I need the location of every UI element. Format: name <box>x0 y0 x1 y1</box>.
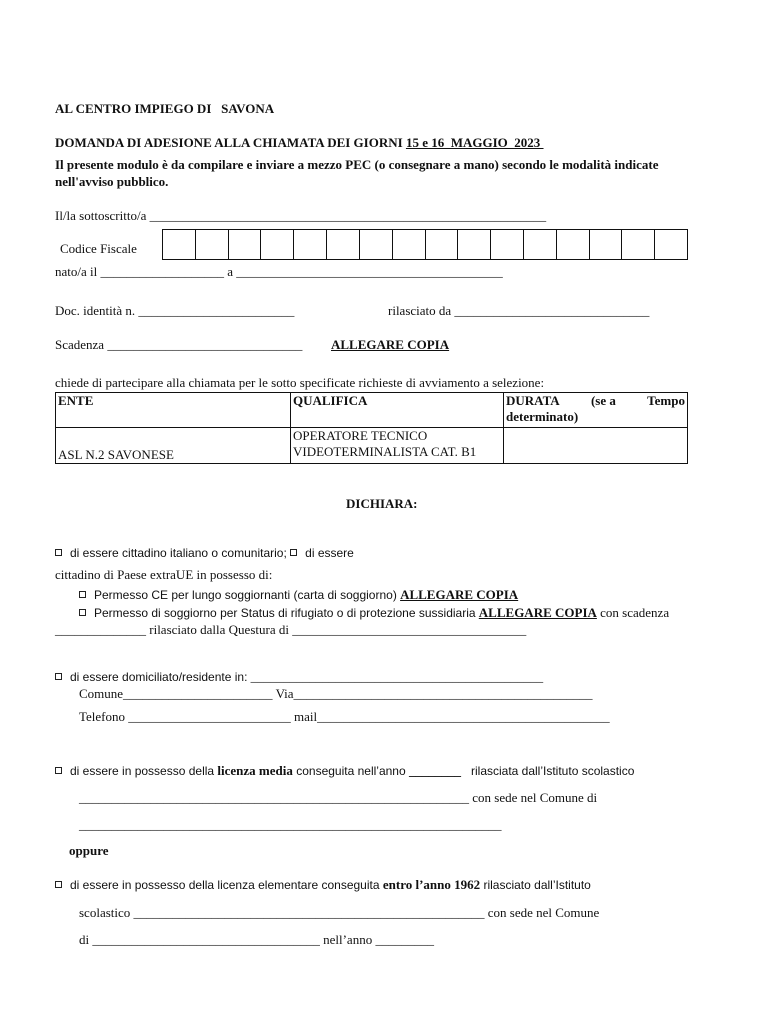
codice-fiscale-label: Codice Fiscale <box>60 241 137 256</box>
permesso-ce-text: Permesso CE per lungo soggiornanti (carta di soggiorno) <box>94 588 397 602</box>
cell-durata[interactable] <box>504 428 688 464</box>
permesso-ce-line <box>79 587 518 603</box>
checkbox-licenza-media[interactable] <box>55 767 62 774</box>
checkbox-cittadino-italiano[interactable] <box>55 549 62 556</box>
di-anno-field[interactable]: di ___________________________________ nell’anno _________ <box>79 932 434 947</box>
comune-via-field[interactable]: Comune_______________________ Via______________________________________________ <box>79 686 593 701</box>
codice-fiscale-cell[interactable] <box>327 230 360 259</box>
domicilio-line <box>55 669 543 685</box>
doc-identita-field[interactable]: Doc. identità n. ________________________ <box>55 303 295 318</box>
codice-fiscale-cell[interactable] <box>360 230 393 259</box>
cittadino-italiano-text: di essere cittadino italiano o comunitario; <box>70 546 287 560</box>
cittadino-line <box>55 545 354 561</box>
recipient-heading: AL CENTRO IMPIEGO DI SAVONA <box>55 101 275 116</box>
media-comune-field[interactable]: _________________________________________________________________ <box>79 817 502 832</box>
licenza-media-text-c: conseguita nell’anno <box>292 764 409 778</box>
licenza-media-line <box>55 763 634 779</box>
checkbox-cittadino-extraue[interactable] <box>290 549 297 556</box>
table-row <box>56 428 688 464</box>
licenza-media-text-b: licenza media <box>217 763 293 778</box>
licenza-media-anno-field[interactable]: ________ <box>408 763 461 778</box>
scolastico-field[interactable]: scolastico ______________________________________________________ con sede nel Comune <box>79 905 600 920</box>
cell-qualifica-1: OPERATORE TECNICO <box>293 428 428 443</box>
rilasciato-field[interactable]: rilasciato da ______________________________ <box>388 303 650 318</box>
form-title-date: 15 e 16 MAGGIO 2023 <box>405 135 544 150</box>
cell-qualifica <box>291 428 504 464</box>
telefono-mail-field[interactable]: Telefono _________________________ mail_____________________________________________ <box>79 709 610 724</box>
dichiara-heading: DICHIARA: <box>346 496 418 511</box>
codice-fiscale-cell[interactable] <box>294 230 327 259</box>
licenza-elementare-line <box>55 877 591 893</box>
form-title <box>55 135 544 151</box>
permesso-rifugiato-allegare: ALLEGARE COPIA <box>478 605 597 620</box>
permesso-rifugiato-line <box>79 605 669 621</box>
questura-field[interactable]: ______________ rilasciato dalla Questura di ____________________________________ <box>55 622 527 637</box>
header-durata-c: Tempo <box>647 393 685 408</box>
codice-fiscale-cell[interactable] <box>557 230 590 259</box>
nato-field[interactable]: nato/a il ___________________ a _________________________________________ <box>55 264 503 279</box>
codice-fiscale-boxes[interactable] <box>162 229 688 260</box>
checkbox-domicilio[interactable] <box>55 673 62 680</box>
licenza-elementare-text-c: rilasciato dall’Istituto <box>480 878 591 892</box>
codice-fiscale-cell[interactable] <box>590 230 623 259</box>
request-intro: chiede di partecipare alla chiamata per le sotto specificate richieste di avviamento a selezione: <box>55 375 545 390</box>
codice-fiscale-cell[interactable] <box>524 230 557 259</box>
licenza-media-text-e: rilasciata dall’Istituto scolastico <box>460 764 635 778</box>
codice-fiscale-cell[interactable] <box>622 230 655 259</box>
cell-qualifica-2: VIDEOTERMINALISTA CAT. B1 <box>293 444 477 459</box>
sottoscritto-field[interactable]: Il/la sottoscritto/a _____________________________________________________________ <box>55 208 547 223</box>
permesso-rifugiato-text: Permesso di soggiorno per Status di rifugiato o di protezione sussidiaria <box>94 606 476 620</box>
allegare-copia-note: ALLEGARE COPIA <box>331 337 450 352</box>
codice-fiscale-cell[interactable] <box>229 230 262 259</box>
codice-fiscale-cell[interactable] <box>458 230 491 259</box>
oppure-text: oppure <box>69 843 109 858</box>
intro-text-line-2: nell'avviso pubblico. <box>55 174 169 189</box>
cittadino-extraue-text: di essere <box>305 546 354 560</box>
licenza-media-text-a: di essere in possesso della <box>70 764 218 778</box>
permesso-ce-allegare: ALLEGARE COPIA <box>400 587 519 602</box>
intro-text-line-1: Il presente modulo è da compilare e inviare a mezzo PEC (o consegnare a mano) secondo le modalità indicate <box>55 157 659 172</box>
header-durata-d: determinato) <box>506 409 579 424</box>
extraue-text: cittadino di Paese extraUE in possesso di: <box>55 567 273 582</box>
request-table <box>55 392 688 464</box>
checkbox-licenza-elementare[interactable] <box>55 881 62 888</box>
header-durata-b: (se a <box>590 393 616 408</box>
cell-ente: ASL N.2 SAVONESE <box>56 428 291 464</box>
header-durata <box>504 393 688 428</box>
header-durata-a: DURATA <box>506 393 560 408</box>
licenza-elementare-text-b: entro l’anno 1962 <box>382 877 481 892</box>
licenza-elementare-text-a: di essere in possesso della licenza elementare conseguita <box>70 878 383 892</box>
checkbox-permesso-ce[interactable] <box>79 591 86 598</box>
checkbox-permesso-rifugiato[interactable] <box>79 609 86 616</box>
permesso-rifugiato-suffix: con scadenza <box>600 605 670 620</box>
codice-fiscale-cell[interactable] <box>261 230 294 259</box>
codice-fiscale-cell[interactable] <box>426 230 459 259</box>
header-qualifica: QUALIFICA <box>291 393 504 428</box>
scadenza-field[interactable]: Scadenza ______________________________ <box>55 337 303 352</box>
media-istituto-field[interactable]: ____________________________________________________________ con sede nel Comune di <box>79 790 598 805</box>
header-ente: ENTE <box>56 393 291 428</box>
codice-fiscale-cell[interactable] <box>655 230 687 259</box>
form-title-text: DOMANDA DI ADESIONE ALLA CHIAMATA DEI GIORNI <box>55 135 406 150</box>
codice-fiscale-cell[interactable] <box>491 230 524 259</box>
domicilio-field[interactable]: _____________________________________________ <box>247 669 544 684</box>
codice-fiscale-cell[interactable] <box>163 230 196 259</box>
codice-fiscale-cell[interactable] <box>393 230 426 259</box>
table-header-row <box>56 393 688 428</box>
domicilio-label: di essere domiciliato/residente in: <box>70 670 248 684</box>
codice-fiscale-cell[interactable] <box>196 230 229 259</box>
